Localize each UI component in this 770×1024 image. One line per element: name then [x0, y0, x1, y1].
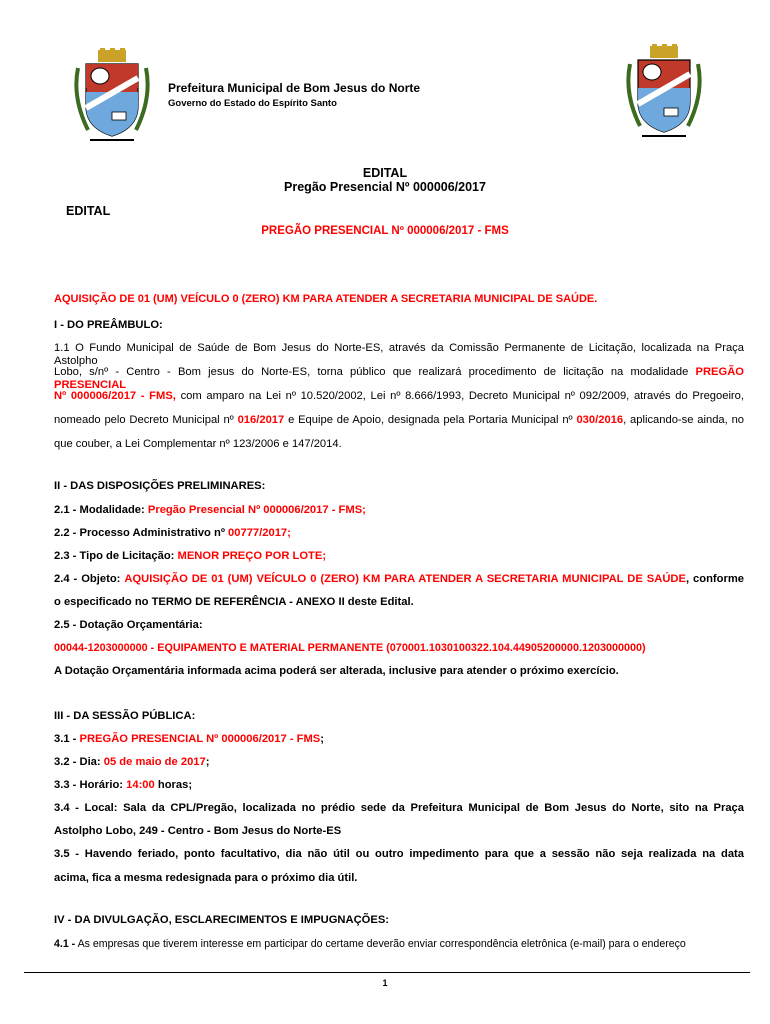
footer-rule	[24, 972, 750, 973]
s3-item-5-cont: acima, fica a mesma redesignada para o próximo dia útil.	[54, 872, 358, 884]
s3-item-4-cont: Astolpho Lobo, 249 - Centro - Bom Jesus do Norte-ES	[54, 825, 342, 837]
s2-dotacao: 00044-1203000000 - EQUIPAMENTO E MATERIAL PERMANENTE (070001.1030100322.104.44905200000.1203000000)	[54, 642, 646, 654]
page-number: 1	[382, 978, 388, 988]
edital-label: EDITAL	[66, 204, 111, 218]
section-3-heading: III - DA SESSÃO PÚBLICA:	[54, 710, 196, 722]
section-4-heading: IV - DA DIVULGAÇÃO, ESCLARECIMENTOS E IMPUGNAÇÕES:	[54, 914, 390, 926]
org-subtitle: Governo do Estado do Espírito Santo	[168, 98, 337, 109]
s1-line-4: nomeado pelo Decreto Municipal nº 016/2017 e Equipe de Apoio, designada pela Portaria Municipal nº 030/2016, aplicando-se ainda, no	[54, 414, 745, 426]
s3-item-4: 3.4 - Local: Sala da CPL/Pregão, localizada no prédio sede da Prefeitura Municipal de Bom Jesus do Norte, sito na Praça	[54, 802, 744, 814]
municipal-crest-icon-left	[70, 48, 154, 148]
org-name: Prefeitura Municipal de Bom Jesus do Norte	[168, 81, 421, 95]
s1-line-2: Lobo, s/nº - Centro - Bom jesus do Norte-ES, torna público que realizará procedimento de licitação na modalidade PREGÃO PRESENCIAL	[54, 366, 744, 391]
s3-item-3: 3.3 - Horário: 14:00 horas;	[54, 779, 193, 791]
s1-line-1: 1.1 O Fundo Municipal de Saúde de Bom Jesus do Norte-ES, através da Comissão Permanente de Licitação, localizada na Praça Astolpho	[54, 342, 744, 367]
municipal-crest-icon-right	[622, 44, 706, 144]
doc-subtitle: Pregão Presencial Nº 000006/2017	[284, 180, 486, 194]
s2-item-3: 2.3 - Tipo de Licitação: MENOR PREÇO POR LOTE;	[54, 550, 327, 562]
s4-line-1: 4.1 - As empresas que tiverem interesse em participar do certame deverão enviar correspondência eletrônica (e-mail) para o endereço	[54, 938, 686, 950]
s3-item-5: 3.5 - Havendo feriado, ponto facultativo, dia não útil ou outro impedimento para que a sessão não seja realizada na data	[54, 848, 744, 860]
s2-item-2: 2.2 - Processo Administrativo nº 00777/2017;	[54, 527, 291, 539]
object-heading: AQUISIÇÃO DE 01 (UM) VEÍCULO 0 (ZERO) KM PARA ATENDER A SECRETARIA MUNICIPAL DE SAÚDE.	[54, 293, 598, 305]
s3-item-2: 3.2 - Dia: 05 de maio de 2017;	[54, 756, 210, 768]
s2-item-4: 2.4 - Objeto: AQUISIÇÃO DE 01 (UM) VEÍCULO 0 (ZERO) KM PARA ATENDER A SECRETARIA MUNICIPAL DE SAÚDE, conforme	[54, 573, 745, 585]
s1-line-5: que couber, a Lei Complementar nº 123/2006 e 147/2014.	[54, 438, 342, 450]
s2-item-4-cont: o especificado no TERMO DE REFERÊNCIA - ANEXO II deste Edital.	[54, 596, 414, 608]
section-1-heading: I - DO PREÂMBULO:	[54, 319, 163, 331]
s2-item-1: 2.1 - Modalidade: Pregão Presencial Nº 000006/2017 - FMS;	[54, 504, 366, 516]
doc-title: EDITAL	[362, 166, 408, 180]
s2-item-5: 2.5 - Dotação Orçamentária:	[54, 619, 203, 631]
section-2-heading: II - DAS DISPOSIÇÕES PRELIMINARES:	[54, 480, 266, 492]
s3-item-1: 3.1 - PREGÃO PRESENCIAL Nº 000006/2017 - FMS;	[54, 733, 325, 745]
pregao-heading: PREGÃO PRESENCIAL Nº 000006/2017 - FMS	[261, 225, 509, 237]
s1-line-3: Nº 000006/2017 - FMS, com amparo na Lei nº 10.520/2002, Lei nº 8.666/1993, Decreto Municipal nº 092/2009, através do Pregoeiro,	[54, 390, 744, 402]
s2-note: A Dotação Orçamentária informada acima poderá ser alterada, inclusive para atender o próximo exercício.	[54, 665, 619, 677]
